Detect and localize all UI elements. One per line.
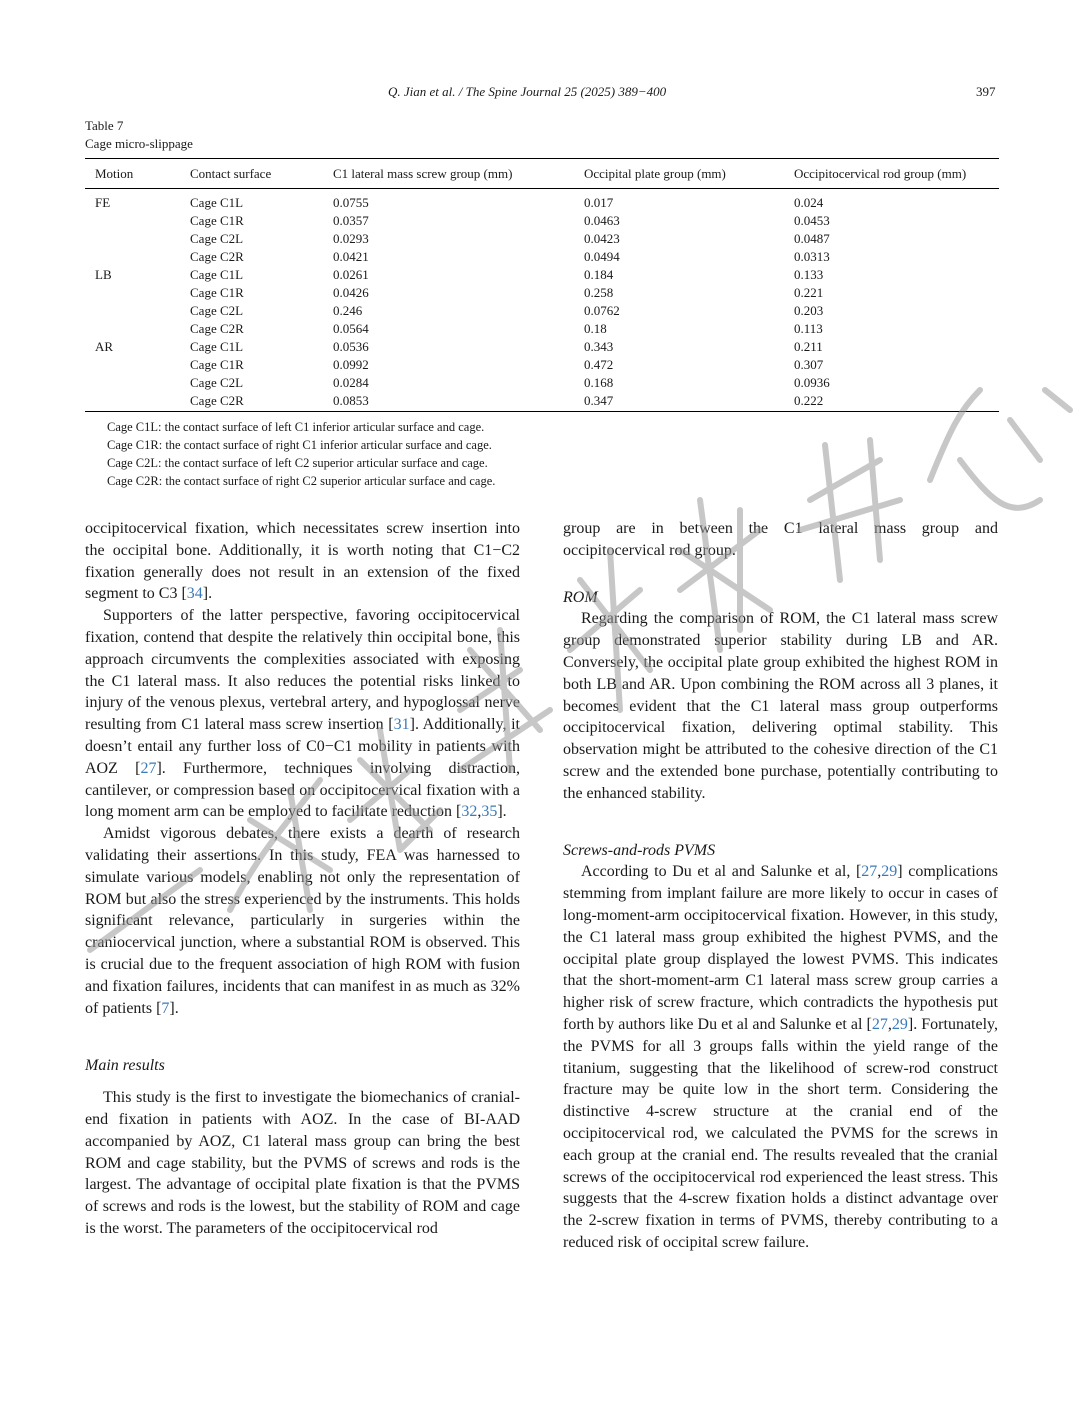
column-header: C1 lateral mass screw group (mm) (333, 165, 513, 181)
motion-cell (85, 374, 190, 392)
occipitocervical-rod-value: 0.0487 (794, 231, 830, 246)
occipitocervical-rod-value: 0.0453 (794, 213, 830, 228)
table-row (85, 188, 999, 212)
table-row (85, 284, 999, 302)
table-row (85, 266, 999, 284)
paragraph-text: , (477, 803, 482, 821)
occipital-plate-value: 0.0423 (584, 231, 620, 246)
c1-lateral-mass-value: 0.0261 (333, 267, 369, 282)
occipital-plate-value: 0.017 (584, 195, 614, 210)
citation-reference[interactable]: 27 (871, 1015, 888, 1033)
motion-cell (85, 230, 190, 248)
occipital-plate-value: 0.343 (584, 339, 614, 354)
c1-lateral-mass-value: 0.0536 (333, 339, 369, 354)
contact-surface-cell: Cage C2R (190, 321, 244, 336)
cage-micro-slippage-table (85, 159, 999, 410)
table-bottom-rule (85, 411, 999, 412)
journal-citation: Q. Jian et al. / The Spine Journal 25 (2025) 389−400 (388, 84, 667, 99)
motion-cell: FE (95, 195, 111, 210)
table-row (85, 356, 999, 374)
contact-surface-cell: Cage C1L (190, 195, 244, 210)
table-label: Table 7 (85, 118, 124, 133)
contact-surface-cell: Cage C1R (190, 213, 244, 228)
citation-reference[interactable]: 32 (461, 803, 478, 821)
table-footnotes (107, 418, 495, 490)
c1-lateral-mass-value: 0.0421 (333, 249, 369, 264)
table-body (85, 188, 999, 410)
paragraph-text: group are in between the C1 lateral mass group and occipitocervical rod group. (563, 520, 998, 559)
occipitocervical-rod-value: 0.024 (794, 195, 824, 210)
paragraph (85, 518, 520, 605)
paragraph-text: ]. (497, 803, 507, 821)
occipital-plate-value: 0.18 (584, 321, 607, 336)
table-row (85, 374, 999, 392)
contact-surface-cell: Cage C2R (190, 249, 244, 264)
c1-lateral-mass-value: 0.0426 (333, 285, 369, 300)
paragraph-text: , (877, 863, 882, 881)
paragraph-text: This study is the first to investigate the biomechanics of cranial-end fixation in patients with AOZ. In the case of BI-AAD accompanied by AOZ, C1 lateral mass group can bring the best ROM and cage stability, but the PVMS of screws and rods is the largest. The advantage of occipital plate fixation is that the PVMS of screws and rods is the lowest, but the stability of ROM and cage is the worst. The parameters of the occipitocervical rod (85, 1089, 520, 1237)
table-row (85, 338, 999, 356)
column-header: Occipitocervical rod group (mm) (794, 165, 967, 181)
occipital-plate-value: 0.0762 (584, 303, 620, 318)
section-heading-pvms: Screws-and-rods PVMS (563, 841, 716, 859)
paragraph (85, 1087, 520, 1240)
table-row (85, 320, 999, 338)
section-heading-rom: ROM (563, 588, 598, 606)
citation-reference[interactable]: 27 (140, 759, 157, 777)
running-header (0, 84, 1080, 104)
motion-cell: LB (95, 267, 112, 282)
citation-reference[interactable]: 35 (481, 803, 498, 821)
paragraph-text: Supporters of the latter perspective, favoring occipitocervical fixation, contend that despite the relatively thin occipital bone, this approach circumvents the complexities associated with exposing the C1 lateral mass. It also reduces the potential risks linked to injury of the venous plexus, vertebral artery, and hypoglossal nerve resulting from C1 lateral mass screw insertion [ (85, 607, 520, 734)
occipital-plate-value: 0.184 (584, 267, 614, 282)
contact-surface-cell: Cage C2L (190, 375, 244, 390)
occipitocervical-rod-value: 0.0936 (794, 375, 830, 390)
citation-reference[interactable]: 27 (861, 863, 878, 881)
occipitocervical-rod-value: 0.0313 (794, 249, 830, 264)
table-row (85, 212, 999, 230)
contact-surface-cell: Cage C1L (190, 267, 244, 282)
paragraph-text: ]. Fortunately, the PVMS for all 3 groups falls within the yield range of the titanium, suggesting that the likelihood of screw-rod construct fracture may be quite low in the short term. Considering the distinctive 4-screw structure at the cranial end of the occipitocervical rod, we calculated the PVMS for the screws in each group at the cranial end. The results revealed that the cranial screws of the occipitocervical rod experienced the least stress. This suggests that the 4-screw fixation holds a distinct advantage over the 2-screw fixation in terms of PVMS, thereby contributing to a reduced risk of occipital screw failure. (563, 1015, 998, 1251)
occipitocervical-rod-value: 0.203 (794, 303, 824, 318)
occipital-plate-value: 0.0494 (584, 249, 620, 264)
paragraph-text: ]. (202, 585, 213, 603)
table-row (85, 302, 999, 320)
c1-lateral-mass-value: 0.0293 (333, 231, 369, 246)
c1-lateral-mass-value: 0.0357 (333, 213, 369, 228)
contact-surface-cell: Cage C1R (190, 285, 244, 300)
paragraph (563, 518, 998, 562)
table-caption: Cage micro-slippage (85, 136, 193, 151)
table-row (85, 230, 999, 248)
c1-lateral-mass-value: 0.0564 (333, 321, 369, 336)
occipitocervical-rod-value: 0.113 (794, 321, 823, 336)
occipitocervical-rod-value: 0.222 (794, 393, 824, 408)
c1-lateral-mass-value: 0.246 (333, 303, 363, 318)
occipitocervical-rod-value: 0.307 (794, 357, 824, 372)
motion-cell (85, 284, 190, 302)
table-footnote: Cage C1R: the contact surface of right C1 inferior articular surface and cage. (107, 438, 492, 452)
paragraph-text: ]. Furthermore, techniques involving distraction, cantilever, or compression based on occipitocervical fixation with a long moment arm can be employed to facilitate reduction [ (85, 759, 520, 821)
column-header: Contact surface (190, 165, 272, 181)
occipital-plate-value: 0.472 (584, 357, 614, 372)
left-text-column (85, 518, 520, 1240)
citation-reference[interactable]: 7 (161, 999, 170, 1017)
contact-surface-cell: Cage C2L (190, 303, 244, 318)
table-footnote: Cage C2R: the contact surface of right C2 superior articular surface and cage. (107, 474, 496, 488)
paragraph-text: occipitocervical fixation, which necessitates screw insertion into the occipital bone. Additionally, it is worth noting that C1−C2 fixation generally does not result in an extension of the fixed segment to C3 [ (85, 520, 520, 603)
motion-cell (85, 320, 190, 338)
paragraph (85, 605, 520, 823)
citation-reference[interactable]: 29 (881, 863, 898, 881)
occipital-plate-value: 0.0463 (584, 213, 620, 228)
motion-cell (85, 212, 190, 230)
motion-cell: AR (95, 339, 114, 354)
contact-surface-cell: Cage C2R (190, 393, 244, 408)
paragraph (563, 608, 998, 804)
table-header-row (85, 159, 999, 188)
c1-lateral-mass-value: 0.0755 (333, 195, 369, 210)
paragraph (563, 861, 998, 1253)
occipitocervical-rod-value: 0.221 (794, 285, 824, 300)
motion-cell (85, 356, 190, 374)
motion-cell (85, 302, 190, 320)
paragraph (85, 823, 520, 1019)
motion-cell (85, 248, 190, 266)
c1-lateral-mass-value: 0.0992 (333, 357, 369, 372)
occipital-plate-value: 0.168 (584, 375, 614, 390)
table-row (85, 248, 999, 266)
table-row (85, 392, 999, 410)
paragraph-text: , (887, 1015, 892, 1033)
table-footnote: Cage C2L: the contact surface of left C2 superior articular surface and cage. (107, 456, 488, 470)
contact-surface-cell: Cage C1L (190, 339, 244, 354)
column-header: Occipital plate group (mm) (584, 165, 726, 181)
paragraph-text: Amidst vigorous debates, there exists a dearth of research validating their assertions. In this study, FEA was harnessed to simulate various models, enabling not only the representation of ROM but also the stress experienced by the instruments. This holds significant relevance, particularly in surgeries within the craniocervical junction, where a substantial ROM is observed. This is crucial due to the frequent association of high ROM with fusion and fixation failures, incidents that can manifest in as much as 32% of patients [ (85, 825, 520, 1017)
c1-lateral-mass-value: 0.0853 (333, 393, 369, 408)
table-footnote: Cage C1L: the contact surface of left C1 inferior articular surface and cage. (107, 420, 485, 434)
motion-cell (85, 392, 190, 410)
c1-lateral-mass-value: 0.0284 (333, 375, 369, 390)
occipital-plate-value: 0.347 (584, 393, 614, 408)
paragraph-text: ]. (169, 999, 179, 1017)
citation-reference[interactable]: 34 (186, 585, 203, 603)
occipital-plate-value: 0.258 (584, 285, 614, 300)
citation-reference[interactable]: 29 (891, 1015, 908, 1033)
citation-reference[interactable]: 31 (393, 716, 410, 734)
contact-surface-cell: Cage C1R (190, 357, 244, 372)
paragraph-text: Regarding the comparison of ROM, the C1 lateral mass screw group demonstrated superior stability during LB and AR. Conversely, the occipital plate group exhibited the highest ROM in both LB and AR. Upon combining the ROM across all 3 planes, it becomes evident that the C1 lateral mass group outperforms occipitocervical fixation, delivering optimal stability. This observation might be attributed to the cohesive direction of the C1 screw and the extended bone purchase, potentially contributing to the enhanced stability. (563, 610, 998, 802)
section-heading-main-results: Main results (85, 1057, 165, 1075)
contact-surface-cell: Cage C2L (190, 231, 244, 246)
column-header: Motion (95, 165, 134, 181)
page-number: 397 (976, 84, 996, 99)
paragraph-text: According to Du et al and Salunke et al, [ (581, 863, 862, 881)
occipitocervical-rod-value: 0.133 (794, 267, 824, 282)
right-text-column (563, 518, 998, 1254)
paragraph-text: ]. Additionally, it doesn’t entail any further loss of C0−C1 mobility in patients with AOZ [ (85, 716, 520, 777)
paragraph-text: ] complications stemming from implant failure are more likely to occur in cases of long-moment-arm occipitocervical fixation. However, in this study, the C1 lateral mass group exhibited the highest PVMS, and the occipital plate group displayed the lowest PVMS. This indicates that the short-moment-arm C1 lateral mass screw group carries a higher risk of screw fracture, which contradicts the hypothesis put forth by authors like Du et al and Salunke et al [ (563, 863, 998, 1033)
occipitocervical-rod-value: 0.211 (794, 339, 823, 354)
